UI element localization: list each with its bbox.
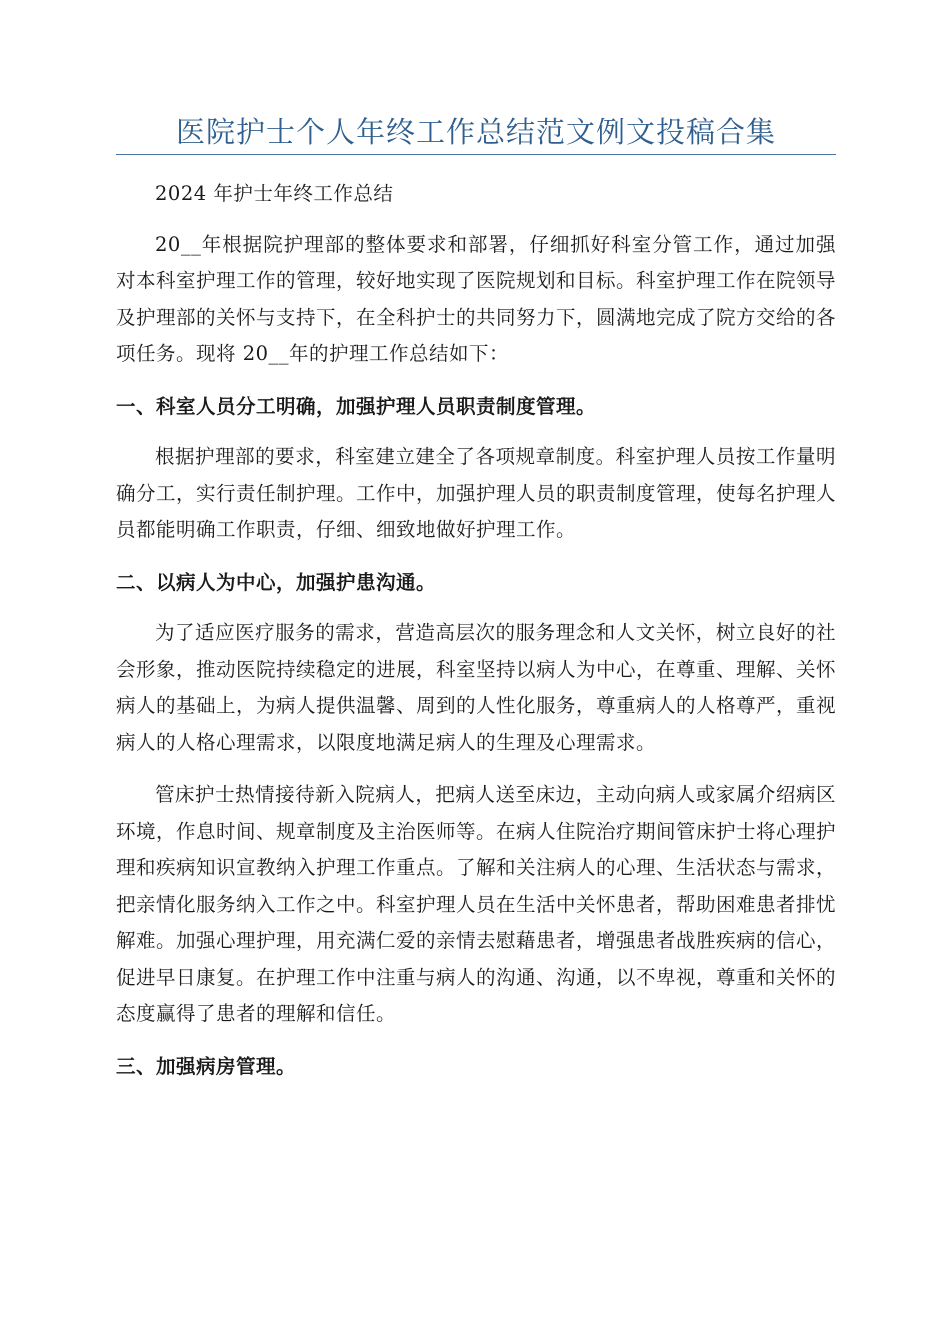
document-subtitle: 2024 年护士年终工作总结 [155,182,394,205]
section-3-heading: 三、加强病房管理。 [116,1054,297,1078]
title-underline [116,154,836,155]
intro-paragraph: 20__年根据院护理部的整体要求和部署，仔细抓好科室分管工作，通过加强对本科室护理工作的管理，较好地实现了医院规划和目标。科室护理工作在院领导及护理部的关怀与支持下，在全科护士的共同努力下，圆满地完成了院方交给的各项任务。现将 20__年的护理工作总结如下： [116,232,837,365]
section-1-heading: 一、科室人员分工明确，加强护理人员职责制度管理。 [116,394,597,418]
document-title: 医院护士个人年终工作总结范文例文投稿合集 [175,115,776,149]
section-2-paragraph-2: 管床护士热情接待新入院病人，把病人送至床边，主动向病人或家属介绍病区环境，作息时间、规章制度及主治医师等。在病人住院治疗期间管床护士将心理护理和疾病知识宣教纳入护理工作重点。了解和关注病人的心理、生活状态与需求，把亲情化服务纳入工作之中。科室护理人员在生活中关怀患者，帮助困难患者排忧解难。加强心理护理，用充满仁爱的亲情去慰藉患者，增强患者战胜疾病的信心，促进早日康复。在护理工作中注重与病人的沟通、沟通，以不卑视，尊重和关怀的态度赢得了患者的理解和信任。 [116,783,837,1025]
document-body [116,176,836,1099]
section-2-paragraph-1: 为了适应医疗服务的需求，营造高层次的服务理念和人文关怀，树立良好的社会形象，推动医院持续稳定的进展，科室坚持以病人为中心，在尊重、理解、关怀病人的基础上，为病人提供温馨、周到的人性化服务，尊重病人的人格尊严，重视病人的人格心理需求，以限度地满足病人的生理及心理需求。 [116,621,837,754]
section-1-paragraph-1: 根据护理部的要求，科室建立建全了各项规章制度。科室护理人员按工作量明确分工，实行责任制护理。工作中，加强护理人员的职责制度管理，使每名护理人员都能明确工作职责，仔细、细致地做好护理工作。 [116,445,837,541]
section-2-heading: 二、以病人为中心，加强护患沟通。 [116,570,437,594]
